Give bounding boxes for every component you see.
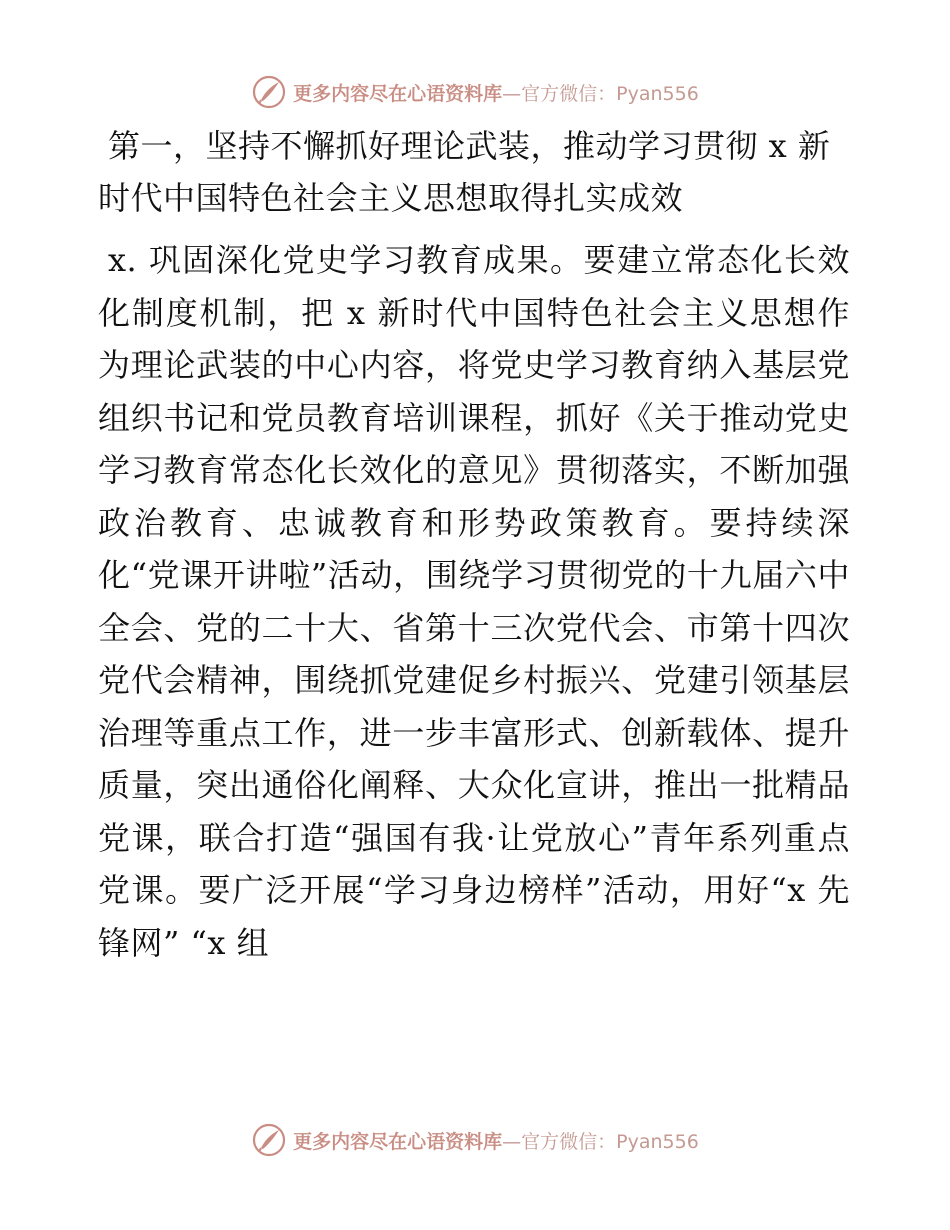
watermark-official-text: —官方微信：Pyan556 [502, 82, 699, 105]
watermark-text [293, 1127, 699, 1154]
watermark-official-text: —官方微信：Pyan556 [502, 1130, 699, 1153]
watermark-main-text: 更多内容尽在心语资料库 [293, 1130, 503, 1153]
document-body [98, 120, 850, 969]
quill-pen-logo-icon [251, 1122, 287, 1158]
section-heading: 第一，坚持不懈抓好理论武装，推动学习贯彻 x 新时代中国特色社会主义思想取得扎实成效 [98, 127, 831, 217]
watermark-text [293, 79, 699, 106]
watermark-main-text: 更多内容尽在心语资料库 [293, 82, 503, 105]
footer-watermark-banner [0, 1120, 950, 1160]
header-watermark-banner [0, 72, 950, 112]
body-paragraph: x. 巩固深化党史学习教育成果。要建立常态化长效化制度机制，把 x 新时代中国特色社会主义思想作为理论武装的中心内容，将党史学习教育纳入基层党组织书记和党员教育培训课程，抓好《关于推动党史学习教育常态化长效化的意见》贯彻落实，不断加强政治教育、忠诚教育和形势政策教育。要持续深化“党课开讲啦”活动，围绕学习贯彻党的十九届六中全会、党的二十大、省第十三次党代会、市第十四次党代会精神，围绕抓党建促乡村振兴、党建引领基层治理等重点工作，进一步丰富形式、创新载体、提升质量，突出通俗化阐释、大众化宣讲，推出一批精品党课，联合打造“强国有我·让党放心”青年系列重点党课。要广泛开展“学习身边榜样”活动，用好“x 先锋网” “x 组 [98, 241, 850, 962]
quill-pen-logo-icon [251, 74, 287, 110]
